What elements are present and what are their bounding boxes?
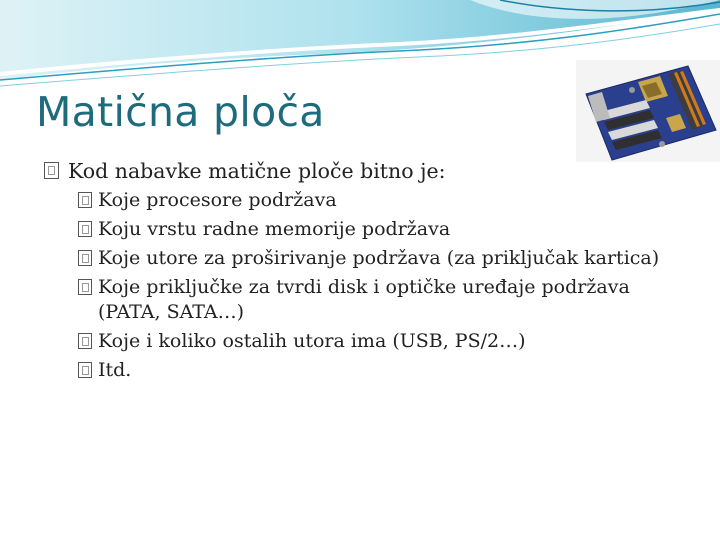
bullet-box-icon [78,192,92,208]
sub-bullet-item [78,275,684,325]
bullet-list [44,158,684,387]
bullet-box-icon [78,279,92,295]
sub-bullet-text: Koje procesore podržava [98,189,337,211]
sub-bullet-text: Koje utore za proširivanje podržava (za priključak kartica) [98,247,660,269]
sub-bullet-text: Koju vrstu radne memorije podržava [98,218,451,240]
sub-bullet-item [78,217,684,242]
bullet-box-icon [78,250,92,266]
bullet-box-icon [78,362,92,378]
sub-bullet-text: Itd. [98,359,132,381]
bullet-text: Kod nabavke matične ploče bitno je: [68,159,446,183]
bullet-box-icon [78,333,92,349]
bullet-box-icon [44,162,59,179]
bullet-box-icon [78,221,92,237]
sub-bullet-item [78,358,684,383]
sub-bullet-text: Koje i koliko ostalih utora ima (USB, PS/2…) [98,330,526,352]
sub-bullet-item [78,188,684,213]
sub-bullet-item [78,329,684,354]
motherboard-photo [576,60,720,162]
bullet-item [44,158,684,184]
sub-bullet-text: Koje priključke za tvrdi disk i optičke uređaje podržava (PATA, SATA…) [98,276,630,323]
sub-bullet-item [78,246,684,271]
slide-title: Matična ploča [36,88,325,136]
